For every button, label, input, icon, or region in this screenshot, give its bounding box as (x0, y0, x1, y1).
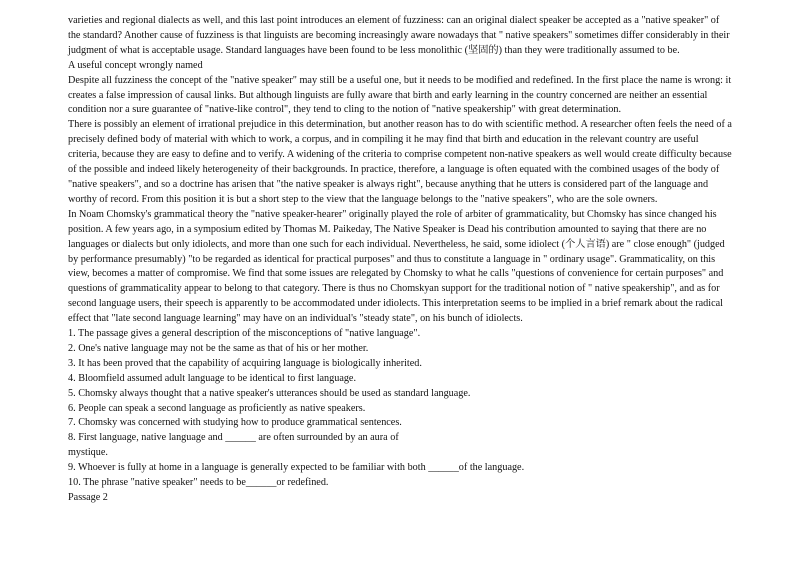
question-8: 8. First language, native language and ______ are often surrounded by an aura of (68, 432, 399, 444)
question-10: 10. The phrase "native speaker" needs to be______or redefined. (68, 477, 329, 489)
question-4: 4. Bloomfield assumed adult language to be identical to first language. (68, 372, 357, 384)
question-9: 9. Whoever is fully at home in a language is generally expected to be familiar with both ______of the language. (68, 462, 525, 474)
question-3: 3. It has been proved that the capability of acquiring language is biologically inherited. (68, 357, 422, 369)
paragraph-chomsky: In Noam Chomsky's grammatical theory the "native speaker-hearer" originally played the role of arbiter of grammaticality, but Chomsky has since changed his position. A few years ago, in a symposium edited by Thomas M. Paikeday, The Native Speaker is Dead his contribution amounted to saying that there are no languages or dialects but only idiolects, and more than one such for each individual. Nevertheless, he said, some idiolect (个人言语) are " close enough" (judged by performance presumably) "to be regarded as identical for practical purposes" and thus to constitute a language in " ordinary usage". Grammaticality, on this view, becomes a matter of compromise. We find that some issues are relegated by Chomsky to what he calls "questions of convenience for certain purposes" and questions of grammaticality appear to belong to that category. There is thus no Chomskyan support for the traditional notion of " native speakership", and as for second language users, their speech is apparently to be accommodated under idiolects. This interpretation seems to be implied in a brief remark about the radical effect that "late second language learning" may have on an individual's "steady state", on his bunch of idiolects. (68, 208, 725, 325)
document-page (68, 14, 732, 506)
paragraph-despite: Despite all fuzziness the concept of the "native speaker" may still be a useful one, but it needs to be modified and redefined. In the first place the name is wrong: it creates a false impression of causal links. But although linguists are fully aware that birth and early learning in the country concerned are neither an essential condition nor a sure guarantee of "native-like control", they tend to cling to the notion of "native speakership" with great determination. (68, 74, 732, 116)
section-heading: A useful concept wrongly named (68, 59, 203, 71)
passage-2-heading: Passage 2 (68, 492, 108, 503)
question-2: 2. One's native language may not be the same as that of his or her mother. (68, 342, 369, 354)
paragraph-prejudice: There is possibly an element of irrational prejudice in this determination, but another reason has to do with scientific method. A researcher often feels the need of a precisely defined body of material with which to work, a corpus, and in compiling it he may find that birth and education in the relevant country are useful criteria, because they are easy to define and to verify. A widening of the criteria to comprise competent non-native speakers as well would create difficulty because of the possible and indeed likely heterogeneity of their backgrounds. In practice, therefore, a language is often equated with the combined usages of the body of "native speakers", and so a doctrine has arisen that "the native speaker is always right", because anything that he utters is considered part of the language and worthy of record. From this position it is but a short step to the view that the language belongs to the "native speakers", who are the sole owners. (68, 119, 732, 205)
question-6: 6. People can speak a second language as proficiently as native speakers. (68, 402, 366, 414)
question-8-continued: mystique. (68, 447, 108, 459)
question-5: 5. Chomsky always thought that a native speaker's utterances should be used as standard language. (68, 387, 471, 399)
question-1: 1. The passage gives a general description of the misconceptions of "native language". (68, 328, 421, 340)
question-7: 7. Chomsky was concerned with studying how to produce grammatical sentences. (68, 417, 402, 429)
paragraph-intro: varieties and regional dialects as well, and this last point introduces an element of fuzziness: can an original dialect speaker be accepted as a "native speaker" of the standard? Another cause of fuzziness is that linguists are becoming increasingly aware nowadays that " native speakers" sometimes differ considerably in their judgment of what is acceptable usage. Standard languages have been found to be less monolithic (坚固的) than they were traditionally assumed to be. (68, 15, 730, 56)
